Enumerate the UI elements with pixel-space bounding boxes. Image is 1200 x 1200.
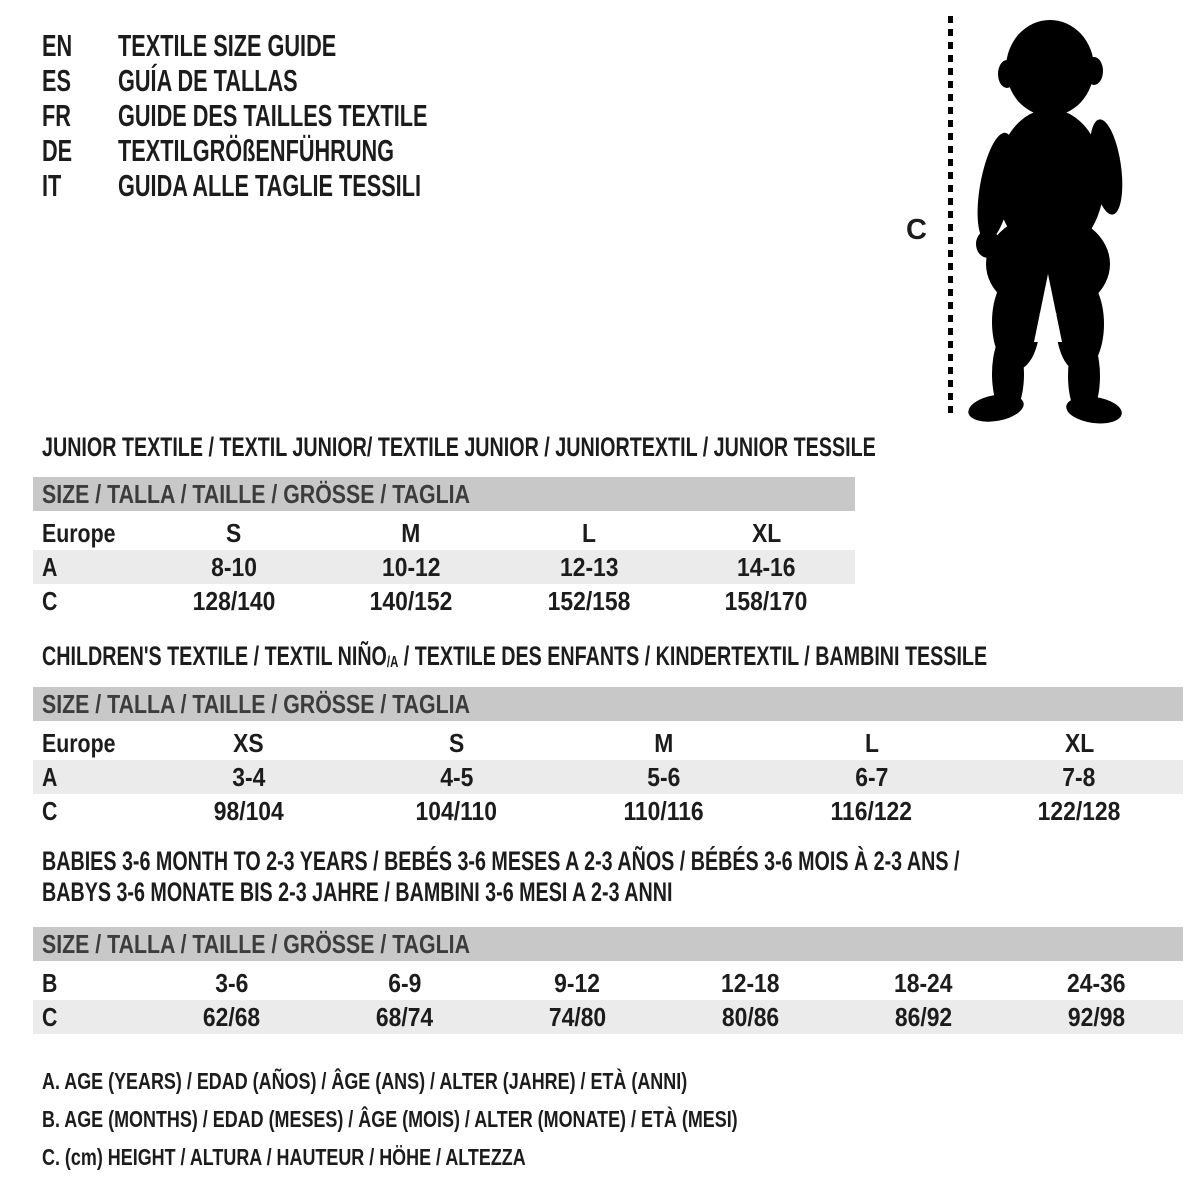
language-label <box>118 168 551 204</box>
legend-list <box>42 1062 934 1176</box>
section-title-segment: / TEXTILE DES ENFANTS / KINDERTEXTIL / BAMBINI TESSILE <box>398 641 988 671</box>
table-cell <box>145 1000 318 1034</box>
language-label-text: TEXTILE SIZE GUIDE <box>118 27 337 63</box>
language-label <box>118 63 375 99</box>
table-cell-text: 92/98 <box>1067 1002 1126 1032</box>
table-cell-text: 3-4 <box>232 762 266 792</box>
table-cell <box>145 550 323 584</box>
language-row <box>42 98 560 133</box>
language-label-text: TEXTILGRÖßENFÜHRUNG <box>118 132 395 168</box>
table-cell <box>560 760 768 794</box>
language-label <box>118 133 512 169</box>
table-cell <box>491 966 664 1000</box>
table-row <box>33 550 855 584</box>
section-title-segment: /A <box>386 653 399 671</box>
table-cell <box>353 726 561 760</box>
table-cell <box>664 966 837 1000</box>
language-label-text: GUIDA ALLE TAGLIE TESSILI <box>118 167 422 203</box>
table-cell <box>768 794 976 828</box>
table-cell-text: 116/122 <box>830 796 913 826</box>
row-label <box>33 584 145 618</box>
table-cell-text: 6-7 <box>855 762 889 792</box>
table-cell <box>323 584 501 618</box>
table-cell-text: L <box>864 728 879 758</box>
table-cell <box>678 516 856 550</box>
legend-line <box>42 1100 934 1138</box>
size-table-children <box>33 687 1183 828</box>
legend-line-text: B. AGE (MONTHS) / EDAD (MESES) / ÂGE (MOIS) / ALTER (MONATE) / ETÀ (MESI) <box>42 1106 738 1132</box>
table-cell-text: 110/116 <box>623 796 705 826</box>
table-cell <box>145 726 353 760</box>
dimension-label-c: C <box>906 214 927 246</box>
table-body <box>33 966 1183 1034</box>
row-label <box>33 966 145 1000</box>
table-cell <box>353 794 561 828</box>
table-cell-text: M <box>654 728 674 758</box>
table-cell-text: S <box>226 518 242 548</box>
row-label <box>33 516 145 550</box>
table-row <box>33 1000 1183 1034</box>
table-cell-text: 128/140 <box>192 586 276 616</box>
table-cell-text: 104/110 <box>415 796 498 826</box>
table-cell-text: 12-18 <box>721 968 780 998</box>
table-cell-text: 24-36 <box>1067 968 1126 998</box>
section-title-segment: CHILDREN'S TEXTILE / TEXTIL NIÑO <box>42 641 387 671</box>
table-cell-text: 12-13 <box>559 552 619 582</box>
language-row <box>42 28 560 63</box>
row-label <box>33 550 145 584</box>
language-code-text: IT <box>42 167 62 203</box>
table-cell <box>768 760 976 794</box>
table-cell-text: 68/74 <box>375 1002 434 1032</box>
table-cell-text: 6-9 <box>387 968 422 998</box>
table-cell <box>500 550 678 584</box>
table-cell-text: 9-12 <box>554 968 601 998</box>
table-row <box>33 760 1183 794</box>
row-label <box>33 794 145 828</box>
table-cell-text: 5-6 <box>647 762 681 792</box>
table-cell <box>975 726 1183 760</box>
row-label-text: A <box>42 762 58 792</box>
table-cell <box>975 794 1183 828</box>
legend-line-text: A. AGE (YEARS) / EDAD (AÑOS) / ÂGE (ANS) / ALTER (JAHRE) / ETÀ (ANNI) <box>42 1068 688 1094</box>
table-cell <box>678 584 856 618</box>
language-row <box>42 63 560 98</box>
language-label-text: GUÍA DE TALLAS <box>118 62 298 98</box>
language-code-text: ES <box>42 62 71 98</box>
table-cell <box>768 726 976 760</box>
table-cell-text: 80/86 <box>721 1002 780 1032</box>
table-cell <box>500 516 678 550</box>
row-label <box>33 1000 145 1034</box>
table-cell <box>353 760 561 794</box>
table-cell-text: 3-6 <box>214 968 249 998</box>
table-cell <box>318 1000 491 1034</box>
table-header-label: SIZE / TALLA / TAILLE / GRÖSSE / TAGLIA <box>42 929 470 959</box>
size-table-babies <box>33 927 1183 1034</box>
legend-line <box>42 1062 934 1100</box>
table-cell-text: 158/170 <box>724 586 808 616</box>
table-row <box>33 584 855 618</box>
height-dimension-line <box>948 16 953 418</box>
table-cell-text: 4-5 <box>439 762 473 792</box>
table-row <box>33 516 855 550</box>
toddler-silhouette-icon <box>958 12 1148 424</box>
table-header-label: SIZE / TALLA / TAILLE / GRÖSSE / TAGLIA <box>42 479 470 509</box>
language-code-text: EN <box>42 27 73 63</box>
table-row <box>33 794 1183 828</box>
table-cell-text: 122/128 <box>1037 796 1121 826</box>
section-title-junior <box>42 432 876 463</box>
language-code-text: FR <box>42 97 71 133</box>
size-table-junior <box>33 477 855 618</box>
row-label-text: A <box>42 552 58 582</box>
language-code <box>42 168 118 204</box>
row-label-text: C <box>42 796 58 826</box>
table-cell-text: 7-8 <box>1062 762 1096 792</box>
table-cell <box>500 584 678 618</box>
legend-line-text: C. (cm) HEIGHT / ALTURA / HAUTEUR / HÖHE / ALTEZZA <box>42 1144 526 1170</box>
row-label-text: Europe <box>42 518 116 548</box>
table-cell-text: 98/104 <box>213 796 284 826</box>
table-cell <box>491 1000 664 1034</box>
table-cell <box>837 966 1010 1000</box>
table-cell-text: XL <box>1064 728 1094 758</box>
table-cell-text: S <box>448 728 465 758</box>
table-cell <box>145 794 353 828</box>
section-title-babies <box>42 846 959 908</box>
language-row <box>42 168 560 203</box>
section-title-segment: JUNIOR TEXTILE / TEXTIL JUNIOR/ TEXTILE JUNIOR / JUNIORTEXTIL / JUNIOR TESSILE <box>42 432 876 462</box>
table-header-bar <box>33 687 1183 721</box>
language-label <box>118 98 560 134</box>
table-body <box>33 726 1183 828</box>
table-cell <box>664 1000 837 1034</box>
table-cell-text: 8-10 <box>210 552 257 582</box>
table-header-label: SIZE / TALLA / TAILLE / GRÖSSE / TAGLIA <box>42 689 470 719</box>
table-cell-text: 86/92 <box>894 1002 953 1032</box>
table-header-bar <box>33 477 855 511</box>
language-code <box>42 133 118 169</box>
language-code <box>42 63 118 99</box>
table-cell-text: 74/80 <box>548 1002 607 1032</box>
table-cell-text: 62/68 <box>202 1002 261 1032</box>
table-cell-text: 140/152 <box>369 586 453 616</box>
language-label <box>118 28 430 64</box>
table-cell <box>1010 1000 1183 1034</box>
table-cell-text: 18-24 <box>894 968 953 998</box>
table-cell <box>318 966 491 1000</box>
language-label-text: GUIDE DES TAILLES TEXTILE <box>118 97 428 133</box>
table-cell <box>975 760 1183 794</box>
row-label <box>33 726 145 760</box>
table-cell-text: 152/158 <box>547 586 631 616</box>
row-label <box>33 760 145 794</box>
table-cell <box>323 550 501 584</box>
section-title-segment: BABIES 3-6 MONTH TO 2-3 YEARS / BEBÉS 3-6 MESES A 2-3 AÑOS / BÉBÉS 3-6 MOIS À 2-3 ANS / <box>42 846 960 876</box>
table-cell <box>323 516 501 550</box>
language-list <box>42 28 560 203</box>
row-label-text: Europe <box>42 728 116 758</box>
table-cell-text: 14-16 <box>736 552 796 582</box>
table-cell-text: 10-12 <box>381 552 441 582</box>
table-cell <box>1010 966 1183 1000</box>
table-body <box>33 516 855 618</box>
table-cell <box>145 516 323 550</box>
table-cell <box>560 726 768 760</box>
row-label-text: C <box>42 1002 58 1032</box>
table-cell <box>145 584 323 618</box>
table-cell-text: M <box>401 518 421 548</box>
language-row <box>42 133 560 168</box>
table-cell <box>837 1000 1010 1034</box>
row-label-text: C <box>42 586 58 616</box>
table-cell-text: XL <box>751 518 781 548</box>
row-label-text: B <box>42 968 58 998</box>
language-code-text: DE <box>42 132 73 168</box>
section-title-segment: BABYS 3-6 MONATE BIS 2-3 JAHRE / BAMBINI 3-6 MESI A 2-3 ANNI <box>42 877 673 907</box>
language-code <box>42 98 118 134</box>
legend-line <box>42 1138 934 1176</box>
table-cell <box>145 966 318 1000</box>
table-cell <box>560 794 768 828</box>
section-title-children <box>42 641 987 676</box>
table-row <box>33 966 1183 1000</box>
table-header-bar <box>33 927 1183 961</box>
table-cell <box>678 550 856 584</box>
table-cell <box>145 760 353 794</box>
language-code <box>42 28 118 64</box>
table-cell-text: L <box>581 518 596 548</box>
table-row <box>33 726 1183 760</box>
table-cell-text: XS <box>233 728 265 758</box>
